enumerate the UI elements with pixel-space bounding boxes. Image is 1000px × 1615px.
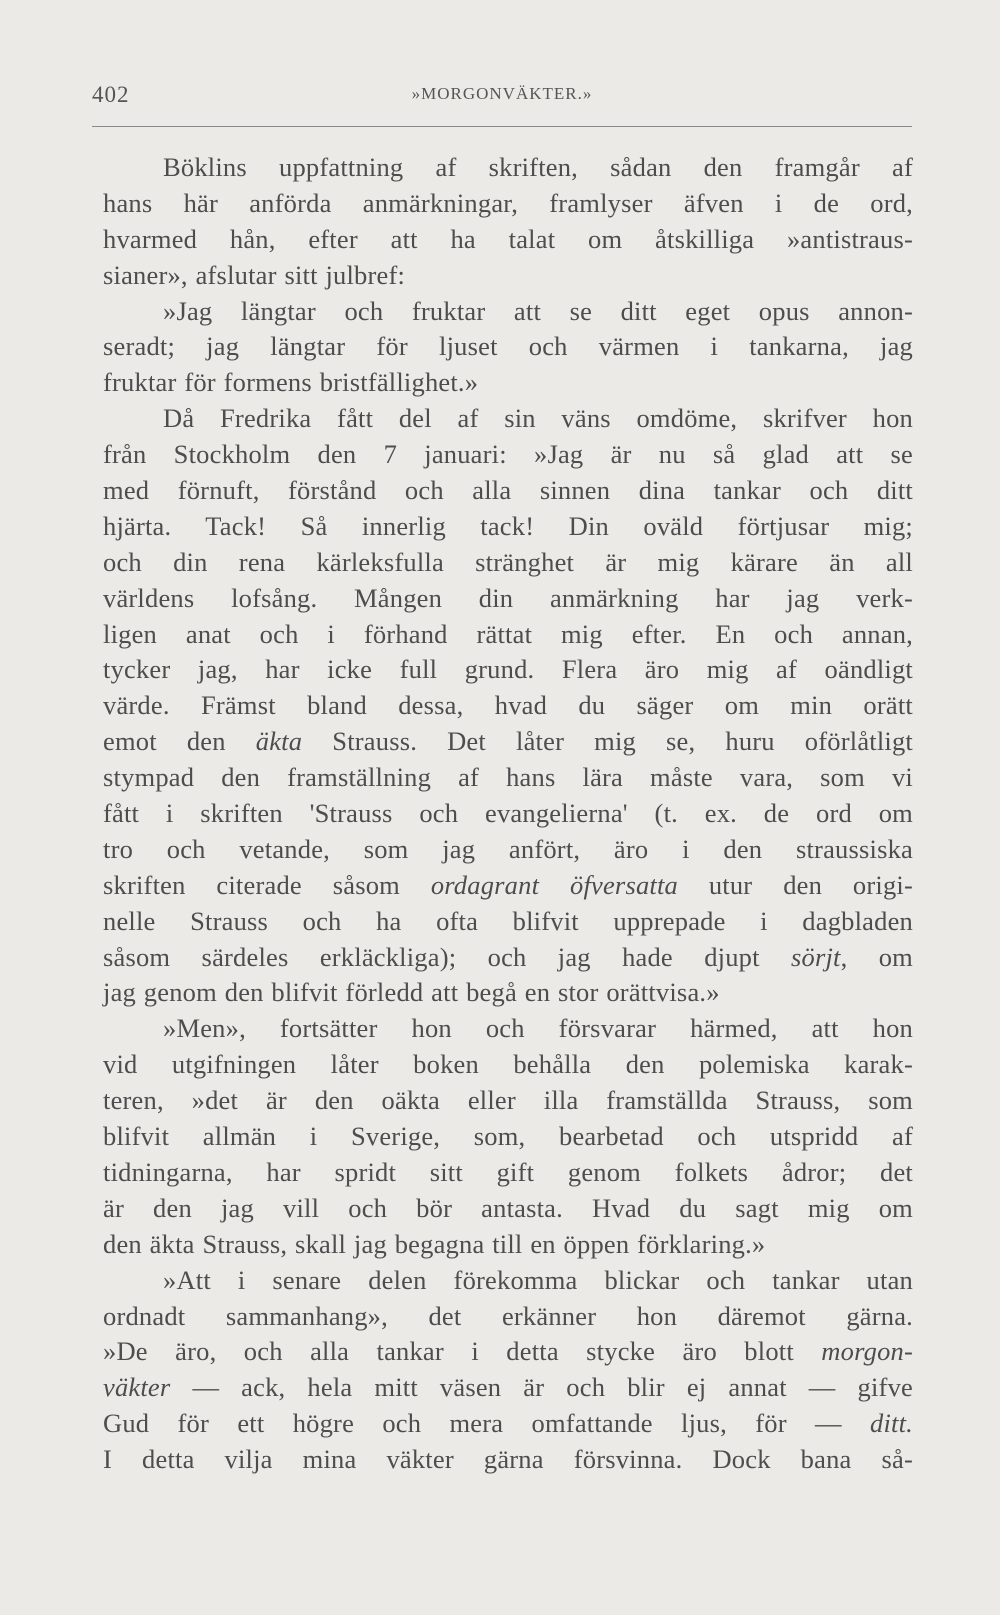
text-segment: såsom särdeles erkläckliga); och jag hade djupt xyxy=(103,941,791,972)
text-segment: Strauss. Det låter mig se, huru oförlåtligt xyxy=(302,726,913,757)
text-segment: emot den xyxy=(103,726,256,757)
text-line: blifvit allmän i Sverige, som, bearbetad och utspridd af xyxy=(103,1121,913,1152)
text-line: tidningarna, har spridt sitt gift genom folkets ådror; det xyxy=(103,1156,913,1187)
italic-segment: morgon- xyxy=(821,1336,913,1367)
italic-segment: sörjt xyxy=(790,941,841,972)
italic-segment: äkta xyxy=(255,726,303,757)
text-segment: utur den origi- xyxy=(677,869,913,900)
text-line xyxy=(103,940,913,976)
text-line: seradt; jag längtar för ljuset och värmen i tankarna, jag xyxy=(103,331,913,362)
text-line: den äkta Strauss, skall jag begagna till en öppen förklaring.» xyxy=(103,1228,766,1259)
text-segment: skriften citerade såsom xyxy=(103,869,431,900)
text-line xyxy=(103,724,913,760)
text-line: hjärta. Tack! Så innerlig tack! Din oväld förtjusar mig; xyxy=(103,510,913,541)
body-text xyxy=(103,150,913,1478)
text-line: och din rena kärleksfulla stränghet är mig kärare än all xyxy=(103,546,913,577)
text-line xyxy=(103,868,913,904)
italic-segment: väkter xyxy=(103,1372,171,1403)
text-line: tycker jag, har icke full grund. Flera äro mig af oändligt xyxy=(103,654,913,685)
text-line: »Att i senare delen förekomma blickar och tankar utan xyxy=(163,1264,913,1295)
text-line: hvarmed hån, efter att ha talat om åtskilliga »antistraus- xyxy=(103,223,913,254)
text-line: I detta vilja mina väkter gärna försvinna. Dock bana så- xyxy=(103,1444,913,1475)
text-segment: Gud för ett högre och mera omfattande ljus, för — xyxy=(103,1408,871,1439)
text-line: värde. Främst bland dessa, hvad du säger om min orätt xyxy=(103,690,913,721)
running-head: »MORGONVÄKTER.» xyxy=(411,84,593,103)
italic-segment: ditt. xyxy=(870,1408,913,1439)
text-segment: , om xyxy=(840,941,913,972)
text-line xyxy=(103,1370,913,1406)
text-line: teren, »det är den oäkta eller illa framställda Strauss, som xyxy=(103,1085,913,1116)
text-segment: »De äro, och alla tankar i detta stycke äro blott xyxy=(103,1336,822,1367)
text-line: jag genom den blifvit förledd att begå en stor orättvisa.» xyxy=(103,977,720,1008)
text-line: nelle Strauss och ha ofta blifvit upprepade i dagbladen xyxy=(103,905,913,936)
text-line: fruktar för formens bristfällighet.» xyxy=(103,367,479,398)
text-line: ordnadt sammanhang», det erkänner hon däremot gärna. xyxy=(103,1300,913,1331)
text-line: med förnuft, förstånd och alla sinnen dina tankar och ditt xyxy=(103,475,913,506)
text-line: tro och vetande, som jag anfört, äro i den straussiska xyxy=(103,833,913,864)
text-line: vid utgifningen låter boken behålla den polemiska karak- xyxy=(103,1049,913,1080)
text-line: sianer», afslutar sitt julbref: xyxy=(103,259,406,290)
page-number: 402 xyxy=(92,82,130,107)
header-rule xyxy=(92,126,912,127)
text-line: stympad den framställning af hans lära måste vara, som vi xyxy=(103,762,913,793)
text-line: Böklins uppfattning af skriften, sådan den framgår af xyxy=(163,152,913,182)
text-segment: — ack, hela mitt väsen är och blir ej annat — gifve xyxy=(170,1372,913,1403)
text-line xyxy=(103,1406,913,1442)
text-line: »Jag längtar och fruktar att se ditt eget opus annon- xyxy=(163,295,913,326)
text-line: Då Fredrika fått del af sin väns omdöme, skrifver hon xyxy=(163,403,913,434)
text-line: fått i skriften 'Strauss och evangelierna' (t. ex. de ord om xyxy=(103,798,913,829)
text-line: hans här anförda anmärkningar, framlyser äfven i de ord, xyxy=(103,187,913,218)
text-line: ligen anat och i förhand rättat mig efter. En och annan, xyxy=(103,618,913,649)
page-header xyxy=(92,82,912,112)
text-line: världens lofsång. Mången din anmärkning har jag verk- xyxy=(103,582,913,613)
text-line: är den jag vill och bör antasta. Hvad du sagt mig om xyxy=(103,1192,913,1223)
text-line xyxy=(103,1334,913,1370)
text-line: från Stockholm den 7 januari: »Jag är nu så glad att se xyxy=(103,439,913,470)
text-line: »Men», fortsätter hon och försvarar härmed, att hon xyxy=(163,1013,913,1044)
italic-segment: ordagrant öfversatta xyxy=(430,869,678,900)
